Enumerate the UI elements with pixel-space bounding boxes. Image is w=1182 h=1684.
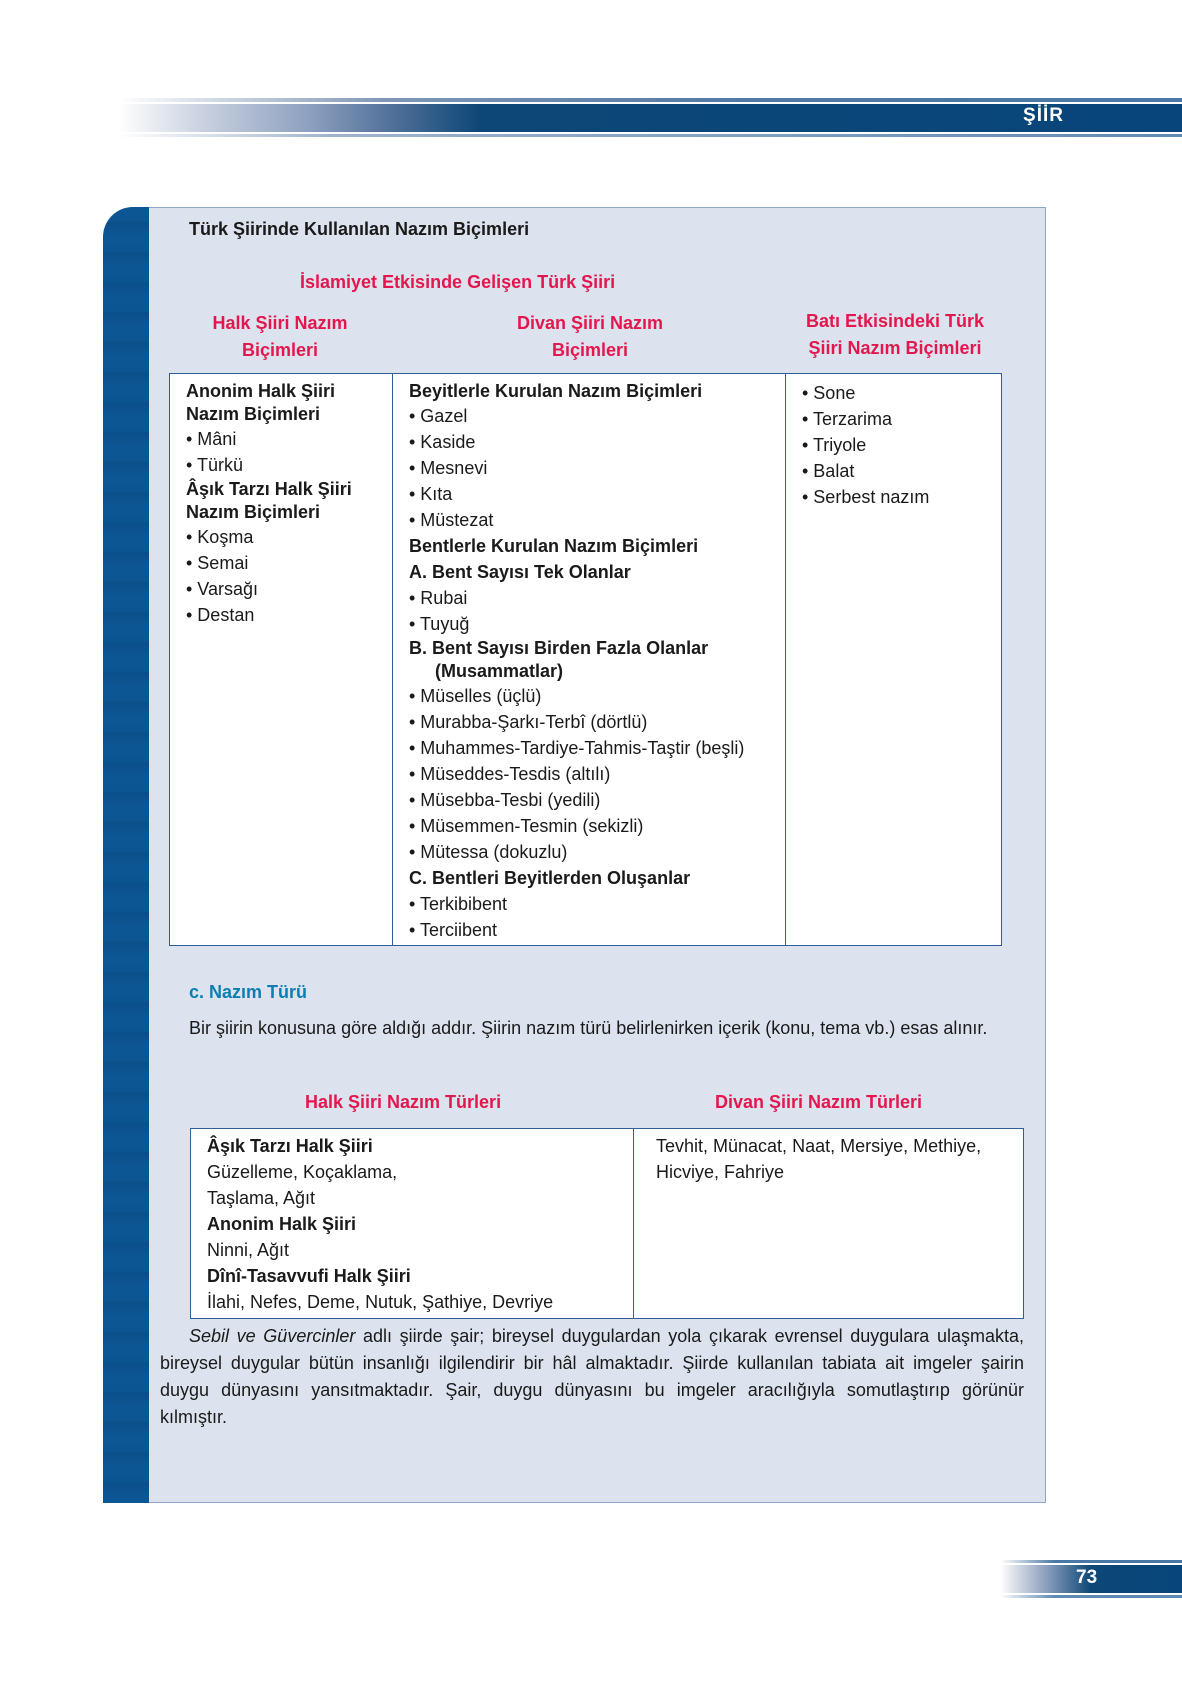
header-rule-bottom [118,134,1182,137]
heading-line: Biçimleri [551,340,629,360]
subheading: Anonim Halk Şiiri [207,1214,357,1234]
column-heading-bati [775,308,1015,362]
heading-line: Halk Şiiri Nazım [212,313,348,333]
list-line: Ninni, Ağıt [207,1240,290,1260]
list-item: • Serbest nazım [802,487,930,507]
list-item: • Müsebba-Tesbi (yedili) [409,790,601,810]
subheading: Nazım Biçimleri [186,404,321,424]
list-item: • Murabba-Şarkı-Terbî (dörtlü) [409,712,648,732]
list-item: • Gazel [409,406,468,426]
heading-divan-turleri: Divan Şiiri Nazım Türleri [715,1092,923,1112]
box-side-stripe [103,207,149,1503]
list-line: Tevhit, Münacat, Naat, Mersiye, Methiye, [656,1136,982,1156]
heading-line: Divan Şiiri Nazım [516,313,664,333]
subheading: Dînî-Tasavvufi Halk Şiiri [207,1266,411,1286]
list-item: • Terkibibent [409,894,508,914]
nazim-bicimleri-table [169,373,1002,946]
subheading: Nazım Biçimleri [186,502,321,522]
list-item: • Türkü [186,455,243,475]
section-title: ŞİİR [1023,105,1064,126]
halk-column [170,374,393,945]
list-item: • Triyole [802,435,867,455]
nazim-turleri-table [190,1128,1024,1319]
page-number-band [1000,1560,1182,1600]
heading-line: Şiiri Nazım Biçimleri [808,338,982,358]
list-item: • Balat [802,461,855,481]
divan-turleri-column [634,1129,1023,1318]
heading-line: Batı Etkisindeki Türk [805,311,985,331]
section-header-band [118,98,1182,138]
closing-paragraph [160,1323,1024,1431]
divan-column [393,374,786,945]
subheading: C. Bentleri Beyitlerden Oluşanlar [409,868,691,888]
list-item: • Müstezat [409,510,494,530]
subheading: A. Bent Sayısı Tek Olanlar [409,562,631,582]
list-item: • Semai [186,553,249,573]
list-item: • Koşma [186,527,254,547]
list-line: İlahi, Nefes, Deme, Nutuk, Şathiye, Devriye [207,1292,554,1312]
group-heading-islamiyet: İslamiyet Etkisinde Gelişen Türk Şiiri [300,272,616,292]
poem-title: Sebil ve Güvercinler [189,1326,356,1346]
subheading: Âşık Tarzı Halk Şiiri [207,1136,373,1156]
column-heading-halk [180,310,380,364]
list-item: • Kıta [409,484,453,504]
heading-halk-turleri: Halk Şiiri Nazım Türleri [305,1092,502,1112]
list-line: Hicviye, Fahriye [656,1162,785,1182]
list-item: • Terciibent [409,920,498,940]
header-rule-top [118,98,1182,102]
footer-rule-top [1000,1560,1182,1563]
list-item: • Destan [186,605,255,625]
section-paragraph: Bir şiirin konusuna göre aldığı addır. Şiirin nazım türü belirlenirken içerik (konu, tema vb.) esas alınır. [189,1018,988,1038]
list-line: Güzelleme, Koçaklama, [207,1162,398,1182]
section-heading-nazim-turu: c. Nazım Türü [189,982,308,1002]
list-item: • Tuyuğ [409,614,470,634]
subheading: Bentlerle Kurulan Nazım Biçimleri [409,536,699,556]
subheading: Anonim Halk Şiiri [186,381,336,401]
list-item: • Varsağı [186,579,258,599]
heading-line: Biçimleri [241,340,319,360]
subheading: B. Bent Sayısı Birden Fazla Olanlar [409,638,709,658]
list-item: • Rubai [409,588,468,608]
subheading: Beyitlerle Kurulan Nazım Biçimleri [409,381,703,401]
footer-rule-bottom [1000,1595,1182,1598]
column-heading-divan [480,310,700,364]
bati-column [786,374,1001,945]
page-number: 73 [1076,1567,1098,1588]
box-title: Türk Şiirinde Kullanılan Nazım Biçimleri [189,219,530,239]
list-item: • Mesnevi [409,458,488,478]
list-item: • Kaside [409,432,476,452]
list-item: • Terzarima [802,409,892,429]
list-item: • Sone [802,383,856,403]
closing-text: adlı şiirde şair; bireysel duygulardan yola çıkarak evrensel duygulara ulaşmakta, bireysel duygular bütün insanlığı ilgilendirir bir hâl almaktadır. Şiirde kullanılan tabiata ait imgeler şairin duygu dünyasını yansıtmaktadır. Şair, duygu dünyasını bu imgeler aracılığıyla somutlaştırıp görünür kılmıştır. [160,1326,1024,1427]
list-item: • Mütessa (dokuzlu) [409,842,568,862]
halk-turleri-column [191,1129,634,1318]
list-item: • Muhammes-Tardiye-Tahmis-Taştir (beşli) [409,738,745,758]
list-item: • Müsemmen-Tesmin (sekizli) [409,816,644,836]
list-line: Taşlama, Ağıt [207,1188,316,1208]
list-item: • Müselles (üçlü) [409,686,542,706]
list-item: • Müseddes-Tesdis (altılı) [409,764,611,784]
subheading: (Musammatlar) [435,661,564,681]
subheading: Âşık Tarzı Halk Şiiri [186,479,352,499]
list-item: • Mâni [186,429,237,449]
